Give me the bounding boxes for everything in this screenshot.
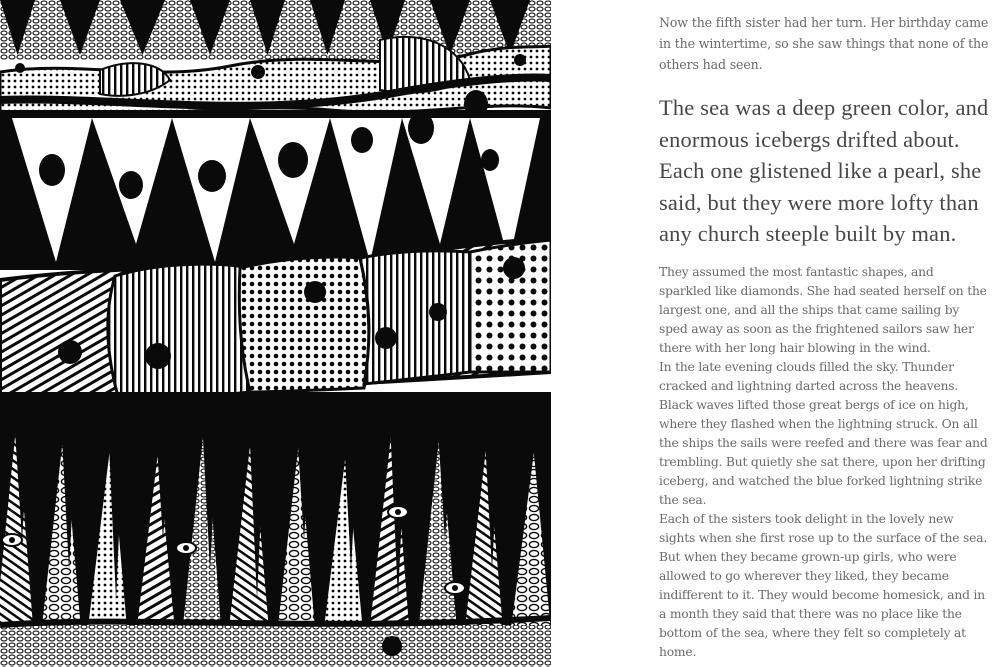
ink-spot [145, 343, 171, 369]
eye-pupil [183, 545, 189, 551]
intro-paragraph: Now the fifth sister had her turn. Her birthday came in the wintertime, so she saw things that none of the others had seen. [659, 15, 989, 72]
ink-spot [408, 112, 434, 144]
bottom-scale-band [0, 625, 551, 667]
ink-spot [514, 54, 526, 66]
ink-spot [429, 303, 447, 321]
ink-spot [382, 636, 402, 656]
body-paragraph: In the late evening clouds filled the sky. Thunder cracked and lightning darted across the heavens. Black waves lifted those great bergs of ice on high, where they flashed when the lightning struck. On all the ships the sails were reefed and there was fear and trembling. But quietly she sat there, upon her drifting iceberg, and watched the blue forked lightning strike the sea. [659, 359, 988, 507]
body-paragraph: Each of the sisters took delight in the lovely new sights when she first rose up to the surface of the sea. But when they became grown-up girls, who were allowed to go wherever they liked, they became indifferent to it. They would become homesick, and in a month they said that there was no place like the bottom of the sea, where they felt so completely at home. [659, 511, 988, 659]
eye-pupil [395, 509, 401, 515]
ink-spot [304, 281, 326, 303]
body-paragraph: They assumed the most fantastic shapes, and sparkled like diamonds. She had seated herself on the largest one, and all the ships that came sailing by sped away as soon as the frightened sailors saw her there with her long hair blowing in the wind. [659, 264, 987, 355]
eye-pupil [9, 537, 15, 543]
text-column [659, 12, 989, 662]
ink-spot [198, 160, 226, 192]
body-text [659, 263, 989, 662]
ink-spot [39, 154, 65, 186]
ink-spot [503, 257, 525, 279]
ink-spot [15, 63, 25, 73]
eye-pupil [452, 585, 458, 591]
text-page [551, 0, 1000, 667]
ink-spot [58, 340, 82, 364]
ink-spot [464, 90, 488, 118]
ink-spot [251, 65, 265, 79]
ink-spot [375, 327, 397, 349]
striped-cell [108, 264, 250, 397]
dotted-cell [239, 257, 369, 392]
ink-spot [278, 142, 308, 178]
pull-quote: The sea was a deep green color, and enormous icebergs drifted about. Each one glistened like a pearl, she said, but they were more lofty than any church steeple built by man. [659, 95, 989, 246]
ink-spot [119, 171, 143, 199]
ink-spot [351, 127, 373, 153]
striped-cell [360, 251, 476, 384]
ink-spot [481, 149, 499, 171]
